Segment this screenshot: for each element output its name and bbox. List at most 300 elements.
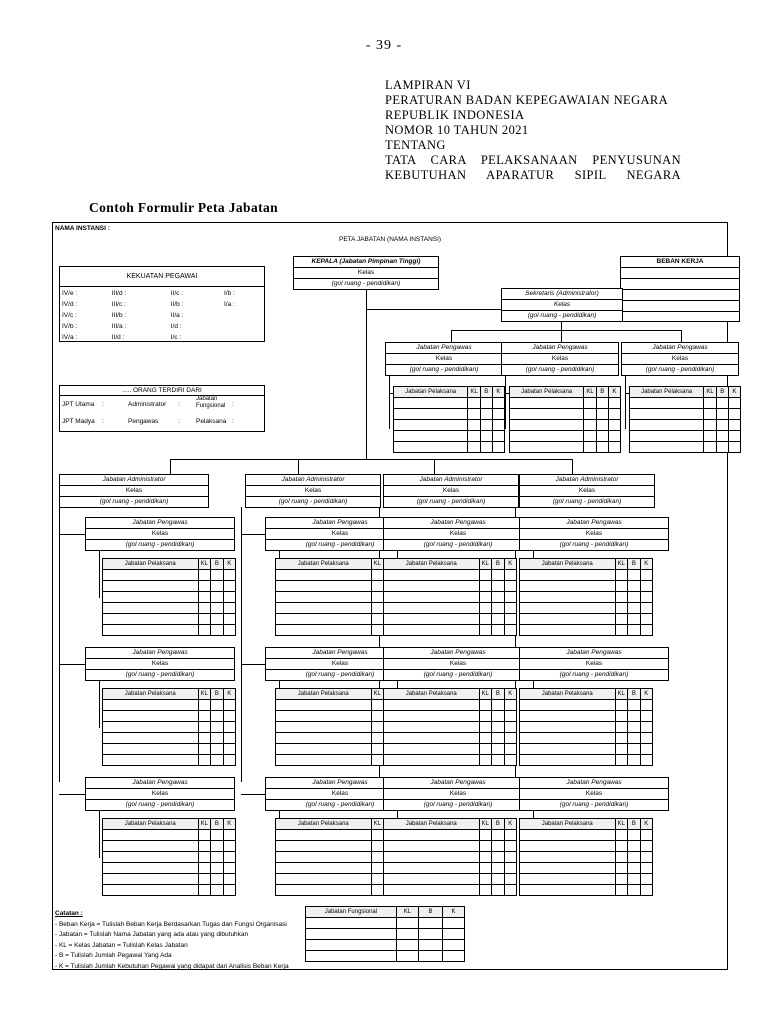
- empty-cell: [103, 711, 199, 722]
- pelaksana-header: Jabatan Pelaksana: [276, 559, 372, 570]
- pelaksana-header: Jabatan Pelaksana: [276, 819, 372, 830]
- empty-cell: [276, 603, 372, 614]
- empty-cell: [384, 733, 480, 744]
- empty-cell: [510, 409, 584, 420]
- empty-cell: [384, 830, 480, 841]
- k-header: K: [504, 559, 516, 570]
- empty-cell: [103, 733, 199, 744]
- sek-pengawas-box-gol: (gol ruang - pendidikan): [645, 366, 715, 373]
- pengawas-box-title: Jabatan Pengawas: [266, 778, 414, 789]
- empty-cell: [198, 841, 211, 852]
- sek-pengawas-box: [621, 342, 739, 376]
- empty-cell: [198, 874, 211, 885]
- empty-cell: [510, 420, 584, 431]
- empty-cell: [384, 755, 480, 766]
- empty-cell: [198, 863, 211, 874]
- empty-cell: [371, 711, 384, 722]
- b-header: B: [492, 689, 504, 700]
- sek-pengawas-box-kelas: Kelas: [502, 354, 618, 365]
- empty-cell: [520, 722, 616, 733]
- empty-cell: [628, 603, 640, 614]
- empty-cell: [103, 603, 199, 614]
- form-title: Contoh Formulir Peta Jabatan: [89, 200, 279, 215]
- page-number: - 39 -: [365, 38, 403, 53]
- empty-cell: [103, 581, 199, 592]
- empty-cell: [371, 700, 384, 711]
- empty-cell: [596, 409, 608, 420]
- pelaksana-header: Jabatan Pelaksana: [394, 387, 468, 398]
- pengawas-box-gol: (gol ruang - pendidikan): [559, 801, 629, 808]
- empty-cell: [211, 852, 223, 863]
- empty-cell: [371, 603, 384, 614]
- kekuatan-cell: I/b :: [224, 290, 235, 297]
- empty-cell: [223, 722, 235, 733]
- kekuatan-row: [60, 288, 264, 299]
- pengawas-box-gol: (gol ruang - pendidikan): [559, 671, 629, 678]
- k-header: K: [504, 689, 516, 700]
- catatan-item: - K = Tulislah Jumlah Kebutuhan Pegawai yang didapat dari Analisis Beban Kerja: [55, 962, 289, 970]
- empty-cell: [728, 420, 740, 431]
- empty-cell: [198, 885, 211, 896]
- pengawas-box: [85, 777, 235, 811]
- administrator-box-gol: (gol ruang - pendidikan): [99, 498, 169, 505]
- sekretaris-kelas: Kelas: [502, 300, 622, 311]
- empty-cell: [223, 570, 235, 581]
- empty-cell: [704, 442, 716, 453]
- pengawas-box-kelas: Kelas: [266, 529, 414, 540]
- empty-cell: [630, 398, 704, 409]
- pengawas-box-gol: (gol ruang - pendidikan): [305, 801, 375, 808]
- pengawas-box: [85, 517, 235, 551]
- kl-header: KL: [479, 689, 492, 700]
- administrator-box: [245, 474, 381, 508]
- empty-cell: [276, 852, 372, 863]
- header-line: KEBUTUHAN APARATUR SIPIL NEGARA: [385, 168, 681, 182]
- empty-cell: [211, 625, 223, 636]
- empty-cell: [492, 722, 504, 733]
- empty-cell: [468, 442, 480, 453]
- pelaksana-header: Jabatan Pelaksana: [276, 689, 372, 700]
- administrator-box-kelas: Kelas: [384, 486, 518, 497]
- empty-cell: [468, 420, 480, 431]
- empty-cell: [520, 841, 616, 852]
- empty-cell: [103, 874, 199, 885]
- empty-cell: [223, 852, 235, 863]
- pengawas-box-title: Jabatan Pengawas: [520, 648, 668, 659]
- empty-cell: [384, 852, 480, 863]
- empty-cell: [103, 852, 199, 863]
- empty-cell: [640, 592, 652, 603]
- administrator-box-kelas: Kelas: [60, 486, 208, 497]
- empty-cell: [479, 625, 492, 636]
- k-header: K: [728, 387, 740, 398]
- empty-cell: [371, 733, 384, 744]
- pengawas-box-title: Jabatan Pengawas: [266, 518, 414, 529]
- empty-cell: [716, 409, 728, 420]
- catatan-item: - KL = Kelas Jabatan = Tulislah Kelas Jabatan: [55, 941, 188, 949]
- kl-header: KL: [371, 689, 384, 700]
- jabatan-pelaksana-table: [383, 818, 517, 896]
- empty-cell: [276, 755, 372, 766]
- beban-kerja-title: BEBAN KERJA: [621, 257, 739, 268]
- empty-cell: [384, 603, 480, 614]
- jabatan-fungsional-table: [305, 906, 465, 962]
- empty-cell: [510, 431, 584, 442]
- pengawas-box-kelas: Kelas: [520, 529, 668, 540]
- pengawas-box-title: Jabatan Pengawas: [86, 518, 234, 529]
- empty-cell: [630, 431, 704, 442]
- empty-cell: [198, 744, 211, 755]
- administrator-box-title: Jabatan Administrator: [520, 475, 654, 486]
- pelaksana-header: Jabatan Pelaksana: [520, 819, 616, 830]
- empty-cell: [492, 614, 504, 625]
- empty-cell: [276, 711, 372, 722]
- empty-cell: [504, 863, 516, 874]
- kekuatan-cell: III/d :: [111, 290, 127, 297]
- empty-cell: [276, 722, 372, 733]
- catatan-item: - B = Tulislah Jumlah Pegawai Yang Ada: [55, 952, 172, 959]
- empty-cell: [640, 755, 652, 766]
- administrator-box-kelas: Kelas: [246, 486, 380, 497]
- connector-line: [625, 375, 626, 429]
- empty-cell: [223, 841, 235, 852]
- empty-cell: [492, 420, 504, 431]
- pengawas-box-gol: (gol ruang - pendidikan): [423, 801, 493, 808]
- empty-cell: [223, 581, 235, 592]
- fungsional-header: Jabatan Fungsional: [306, 907, 397, 918]
- empty-cell: [640, 852, 652, 863]
- empty-cell: [211, 603, 223, 614]
- empty-cell: [276, 733, 372, 744]
- sek-pengawas-box-kelas: Kelas: [386, 354, 502, 365]
- kepala-title: KEPALA (Jabatan Pimpinan Tinggi): [294, 257, 438, 268]
- b-header: B: [628, 819, 640, 830]
- empty-cell: [103, 830, 199, 841]
- kekuatan-cell: I/d :: [170, 323, 182, 330]
- empty-cell: [640, 625, 652, 636]
- empty-cell: [584, 398, 596, 409]
- empty-cell: [584, 409, 596, 420]
- empty-cell: [640, 711, 652, 722]
- empty-cell: [504, 830, 516, 841]
- pengawas-box-title: Jabatan Pengawas: [520, 518, 668, 529]
- empty-cell: [728, 398, 740, 409]
- header-line: PERATURAN BADAN KEPEGAWAIAN NEGARA: [385, 93, 669, 107]
- b-header: B: [596, 387, 608, 398]
- kekuatan-cell: [222, 321, 264, 332]
- connector-line: [59, 664, 85, 665]
- k-header: K: [640, 819, 652, 830]
- k-header: K: [223, 689, 235, 700]
- kekuatan-row: [60, 332, 264, 343]
- kekuatan-cell: [222, 310, 264, 321]
- jpt-madya-label: JPT Madya: [62, 418, 95, 425]
- empty-cell: [628, 830, 640, 841]
- connector-line: [59, 507, 60, 782]
- empty-cell: [628, 852, 640, 863]
- empty-cell: [640, 700, 652, 711]
- empty-cell: [276, 581, 372, 592]
- empty-cell: [615, 614, 628, 625]
- empty-cell: [492, 442, 504, 453]
- k-header: K: [492, 387, 504, 398]
- empty-cell: [223, 830, 235, 841]
- administrator-box-title: Jabatan Administrator: [384, 475, 518, 486]
- connector-line: [59, 534, 85, 535]
- empty-cell: [479, 722, 492, 733]
- pengawas-box-title: Jabatan Pengawas: [86, 648, 234, 659]
- empty-cell: [596, 431, 608, 442]
- kekuatan-cell: IV/b :: [62, 323, 78, 330]
- empty-cell: [615, 570, 628, 581]
- empty-cell: [371, 625, 384, 636]
- empty-cell: [628, 885, 640, 896]
- empty-cell: [510, 398, 584, 409]
- empty-cell: [520, 863, 616, 874]
- empty-cell: [630, 420, 704, 431]
- kekuatan-row: [60, 299, 264, 310]
- empty-cell: [628, 863, 640, 874]
- empty-cell: [384, 885, 480, 896]
- empty-cell: [223, 755, 235, 766]
- empty-cell: [371, 755, 384, 766]
- empty-cell: [608, 409, 620, 420]
- catatan-item: - Beban Kerja = Tulislah Beban Kerja Berdasarkan Tugas dan Fungsi Organisasi: [55, 920, 287, 928]
- empty-cell: [628, 700, 640, 711]
- pengawas-box-gol: (gol ruang - pendidikan): [423, 671, 493, 678]
- empty-cell: [276, 570, 372, 581]
- pelaksana-header: Jabatan Pelaksana: [510, 387, 584, 398]
- pengawas-box: [519, 517, 669, 551]
- connector-line: [241, 794, 265, 795]
- empty-cell: [504, 755, 516, 766]
- jabatan-pelaksana-table: [102, 818, 236, 896]
- pelaksana-header: Jabatan Pelaksana: [103, 689, 199, 700]
- empty-cell: [371, 863, 384, 874]
- kekuatan-cell: IV/a :: [62, 334, 78, 341]
- jabatan-pelaksana-table: [629, 386, 741, 453]
- empty-cell: [728, 409, 740, 420]
- empty-cell: [608, 420, 620, 431]
- empty-cell: [198, 733, 211, 744]
- empty-cell: [615, 755, 628, 766]
- empty-cell: [584, 442, 596, 453]
- pengawas-box-kelas: Kelas: [520, 789, 668, 800]
- nama-instansi-label: NAMA INSTANSI :: [55, 225, 110, 232]
- sek-pengawas-box-gol: (gol ruang - pendidikan): [525, 366, 595, 373]
- empty-cell: [492, 830, 504, 841]
- empty-cell: [384, 874, 480, 885]
- colon: :: [232, 401, 234, 408]
- connector-line: [170, 459, 171, 475]
- empty-cell: [371, 830, 384, 841]
- empty-cell: [640, 570, 652, 581]
- kekuatan-cell: I/c :: [170, 334, 182, 341]
- connector-line: [99, 680, 100, 728]
- sek-pengawas-box-kelas: Kelas: [622, 354, 738, 365]
- empty-cell: [384, 625, 480, 636]
- kl-header: KL: [371, 559, 384, 570]
- empty-cell: [492, 841, 504, 852]
- sek-pengawas-box-gol: (gol ruang - pendidikan): [409, 366, 479, 373]
- empty-cell: [198, 603, 211, 614]
- empty-cell: [520, 625, 616, 636]
- empty-cell: [223, 603, 235, 614]
- empty-cell: [103, 885, 199, 896]
- empty-cell: [211, 874, 223, 885]
- empty-cell: [584, 420, 596, 431]
- k-header: K: [608, 387, 620, 398]
- pengawas-box-title: Jabatan Pengawas: [520, 778, 668, 789]
- k-header: K: [442, 907, 464, 918]
- empty-cell: [198, 852, 211, 863]
- empty-cell: [504, 722, 516, 733]
- jabatan-pelaksana-table: [383, 558, 517, 636]
- empty-cell: [211, 570, 223, 581]
- orang-terdiri-title: ..... ORANG TERDIRI DARI: [60, 386, 264, 396]
- empty-cell: [492, 744, 504, 755]
- empty-cell: [716, 398, 728, 409]
- empty-cell: [371, 885, 384, 896]
- empty-cell: [520, 614, 616, 625]
- pengawas-box-kelas: Kelas: [86, 659, 234, 670]
- administrator-box: [59, 474, 209, 508]
- empty-cell: [520, 581, 616, 592]
- kekuatan-cell: IV/c :: [62, 312, 77, 319]
- empty-cell: [276, 830, 372, 841]
- empty-cell: [492, 625, 504, 636]
- empty-cell: [198, 711, 211, 722]
- empty-cell: [198, 581, 211, 592]
- empty-cell: [520, 570, 616, 581]
- empty-cell: [520, 755, 616, 766]
- header-line: NOMOR 10 TAHUN 2021: [385, 123, 529, 137]
- empty-cell: [520, 885, 616, 896]
- empty-cell: [384, 570, 480, 581]
- empty-cell: [640, 733, 652, 744]
- colon: :: [102, 401, 104, 408]
- empty-cell: [103, 863, 199, 874]
- empty-cell: [615, 711, 628, 722]
- empty-cell: [480, 431, 492, 442]
- empty-cell: [103, 744, 199, 755]
- administrator-box-gol: (gol ruang - pendidikan): [416, 498, 486, 505]
- empty-cell: [211, 581, 223, 592]
- empty-cell: [223, 700, 235, 711]
- empty-cell: [276, 841, 372, 852]
- kl-header: KL: [479, 819, 492, 830]
- empty-cell: [211, 733, 223, 744]
- pelaksana-label: Pelaksana: [196, 418, 227, 425]
- empty-cell: [276, 885, 372, 896]
- b-header: B: [211, 819, 223, 830]
- empty-cell: [504, 852, 516, 863]
- empty-cell: [504, 874, 516, 885]
- orang-terdiri-box: [59, 385, 265, 432]
- empty-cell: [492, 863, 504, 874]
- empty-cell: [504, 603, 516, 614]
- empty-cell: [504, 581, 516, 592]
- administrator-box-gol: (gol ruang - pendidikan): [278, 498, 348, 505]
- peta-jabatan-form: [52, 222, 737, 970]
- empty-cell: [584, 431, 596, 442]
- empty-cell: [479, 841, 492, 852]
- empty-cell: [630, 409, 704, 420]
- pengawas-box-title: Jabatan Pengawas: [384, 778, 532, 789]
- jabatan-pelaksana-table: [519, 558, 653, 636]
- empty-cell: [520, 603, 616, 614]
- empty-cell: [492, 592, 504, 603]
- empty-cell: [615, 733, 628, 744]
- b-header: B: [628, 559, 640, 570]
- empty-cell: [479, 581, 492, 592]
- kepala-gol: (gol ruang - pendidikan): [331, 280, 401, 287]
- empty-cell: [479, 830, 492, 841]
- empty-cell: [384, 614, 480, 625]
- empty-cell: [276, 592, 372, 603]
- empty-cell: [479, 852, 492, 863]
- empty-cell: [520, 852, 616, 863]
- empty-cell: [704, 420, 716, 431]
- kekuatan-cell: II/c :: [170, 290, 183, 297]
- empty-cell: [223, 625, 235, 636]
- pengawas-box-kelas: Kelas: [86, 529, 234, 540]
- pelaksana-header: Jabatan Pelaksana: [630, 387, 704, 398]
- empty-cell: [198, 625, 211, 636]
- kekuatan-cell: IV/d :: [62, 301, 78, 308]
- empty-cell: [479, 711, 492, 722]
- empty-cell: [492, 398, 504, 409]
- pengawas-box-kelas: Kelas: [86, 789, 234, 800]
- empty-cell: [704, 409, 716, 420]
- empty-cell: [640, 581, 652, 592]
- empty-cell: [276, 744, 372, 755]
- empty-cell: [640, 744, 652, 755]
- empty-cell: [628, 733, 640, 744]
- header-line: TENTANG: [385, 138, 446, 152]
- jabatan-pelaksana-table: [393, 386, 505, 453]
- pengawas-box: [383, 647, 533, 681]
- empty-cell: [504, 711, 516, 722]
- empty-cell: [371, 722, 384, 733]
- pengawas-box: [519, 647, 669, 681]
- pengawas-box: [85, 647, 235, 681]
- pengawas-box-title: Jabatan Pengawas: [384, 518, 532, 529]
- empty-cell: [211, 755, 223, 766]
- kekuatan-cell: IV/e :: [62, 290, 78, 297]
- pengawas-box: [519, 777, 669, 811]
- empty-cell: [504, 733, 516, 744]
- pengawas-box-title: Jabatan Pengawas: [86, 778, 234, 789]
- sekretaris-title: Sekretaris (Administrator): [502, 289, 622, 300]
- pengawas-box-gol: (gol ruang - pendidikan): [125, 541, 195, 548]
- kekuatan-cell: III/a :: [111, 323, 127, 330]
- administrator-box-title: Jabatan Administrator: [246, 475, 380, 486]
- connector-line: [434, 459, 435, 475]
- empty-cell: [394, 409, 468, 420]
- pengawas-box-title: Jabatan Pengawas: [384, 648, 532, 659]
- connector-line: [451, 330, 681, 331]
- administrator-label: Administrator: [128, 401, 167, 408]
- empty-cell: [394, 398, 468, 409]
- empty-cell: [479, 733, 492, 744]
- empty-cell: [371, 570, 384, 581]
- empty-cell: [223, 874, 235, 885]
- empty-cell: [384, 700, 480, 711]
- kl-header: KL: [198, 819, 211, 830]
- empty-cell: [371, 614, 384, 625]
- pengawas-box-kelas: Kelas: [384, 529, 532, 540]
